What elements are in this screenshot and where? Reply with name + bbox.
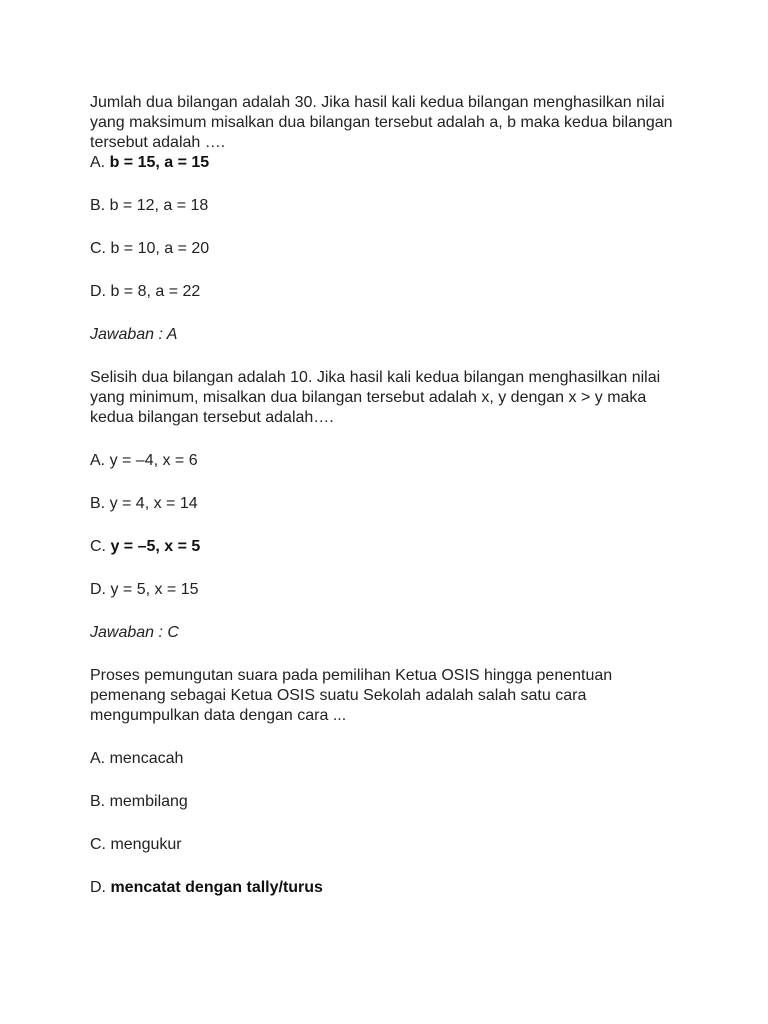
question-3-option-c	[90, 835, 690, 855]
option-prefix: B.	[90, 197, 110, 214]
option-prefix: A.	[90, 154, 110, 171]
question-3-option-d	[90, 878, 690, 898]
question-2-option-b	[90, 494, 690, 514]
question-1-option-d	[90, 282, 690, 302]
option-prefix: B.	[90, 495, 110, 512]
option-text: y = 4, x = 14	[109, 495, 198, 512]
document-body	[90, 93, 690, 898]
question-1-answer: Jawaban : A	[90, 326, 178, 343]
question-1-option-c	[90, 239, 690, 259]
option-text: b = 8, a = 22	[110, 283, 201, 300]
option-prefix: D.	[90, 879, 111, 896]
option-text: mencacah	[109, 750, 184, 767]
option-text: b = 12, a = 18	[109, 197, 209, 214]
question-1-text: Jumlah dua bilangan adalah 30. Jika hasil kali kedua bilangan menghasilkan nilai yang maksimum misalkan dua bilangan tersebut adalah a, b maka kedua bilangan tersebut adalah ….	[90, 94, 673, 151]
option-prefix: D.	[90, 283, 111, 300]
option-text: mengukur	[110, 836, 182, 853]
option-prefix: B.	[90, 793, 110, 810]
question-3-text: Proses pemungutan suara pada pemilihan Ketua OSIS hingga penentuan pemenang sebagai Ketua OSIS suatu Sekolah adalah salah satu cara mengumpulkan data dengan cara ...	[90, 667, 613, 724]
option-prefix: A.	[90, 452, 110, 469]
option-prefix: C.	[90, 240, 111, 257]
option-prefix: C.	[90, 538, 111, 555]
option-text-correct: y = –5, x = 5	[110, 538, 201, 555]
question-1-option-b	[90, 196, 690, 216]
option-text-correct: mencatat dengan tally/turus	[110, 879, 323, 896]
question-2-option-a	[90, 451, 690, 471]
question-3-option-a	[90, 749, 690, 769]
option-text-correct: b = 15, a = 15	[109, 154, 210, 171]
option-prefix: A.	[90, 750, 110, 767]
option-text: y = –4, x = 6	[109, 452, 198, 469]
option-text: y = 5, x = 15	[110, 581, 199, 598]
question-3-option-b	[90, 792, 690, 812]
option-prefix: C.	[90, 836, 111, 853]
question-2-answer: Jawaban : C	[90, 624, 179, 641]
option-prefix: D.	[90, 581, 111, 598]
question-2-option-c	[90, 537, 690, 557]
option-text: membilang	[109, 793, 188, 810]
option-text: b = 10, a = 20	[110, 240, 210, 257]
question-2-text: Selisih dua bilangan adalah 10. Jika hasil kali kedua bilangan menghasilkan nilai yang minimum, misalkan dua bilangan tersebut adalah x, y dengan x > y maka kedua bilangan tersebut adalah….	[90, 369, 661, 426]
question-1-option-a	[90, 153, 690, 173]
question-2-option-d	[90, 580, 690, 600]
